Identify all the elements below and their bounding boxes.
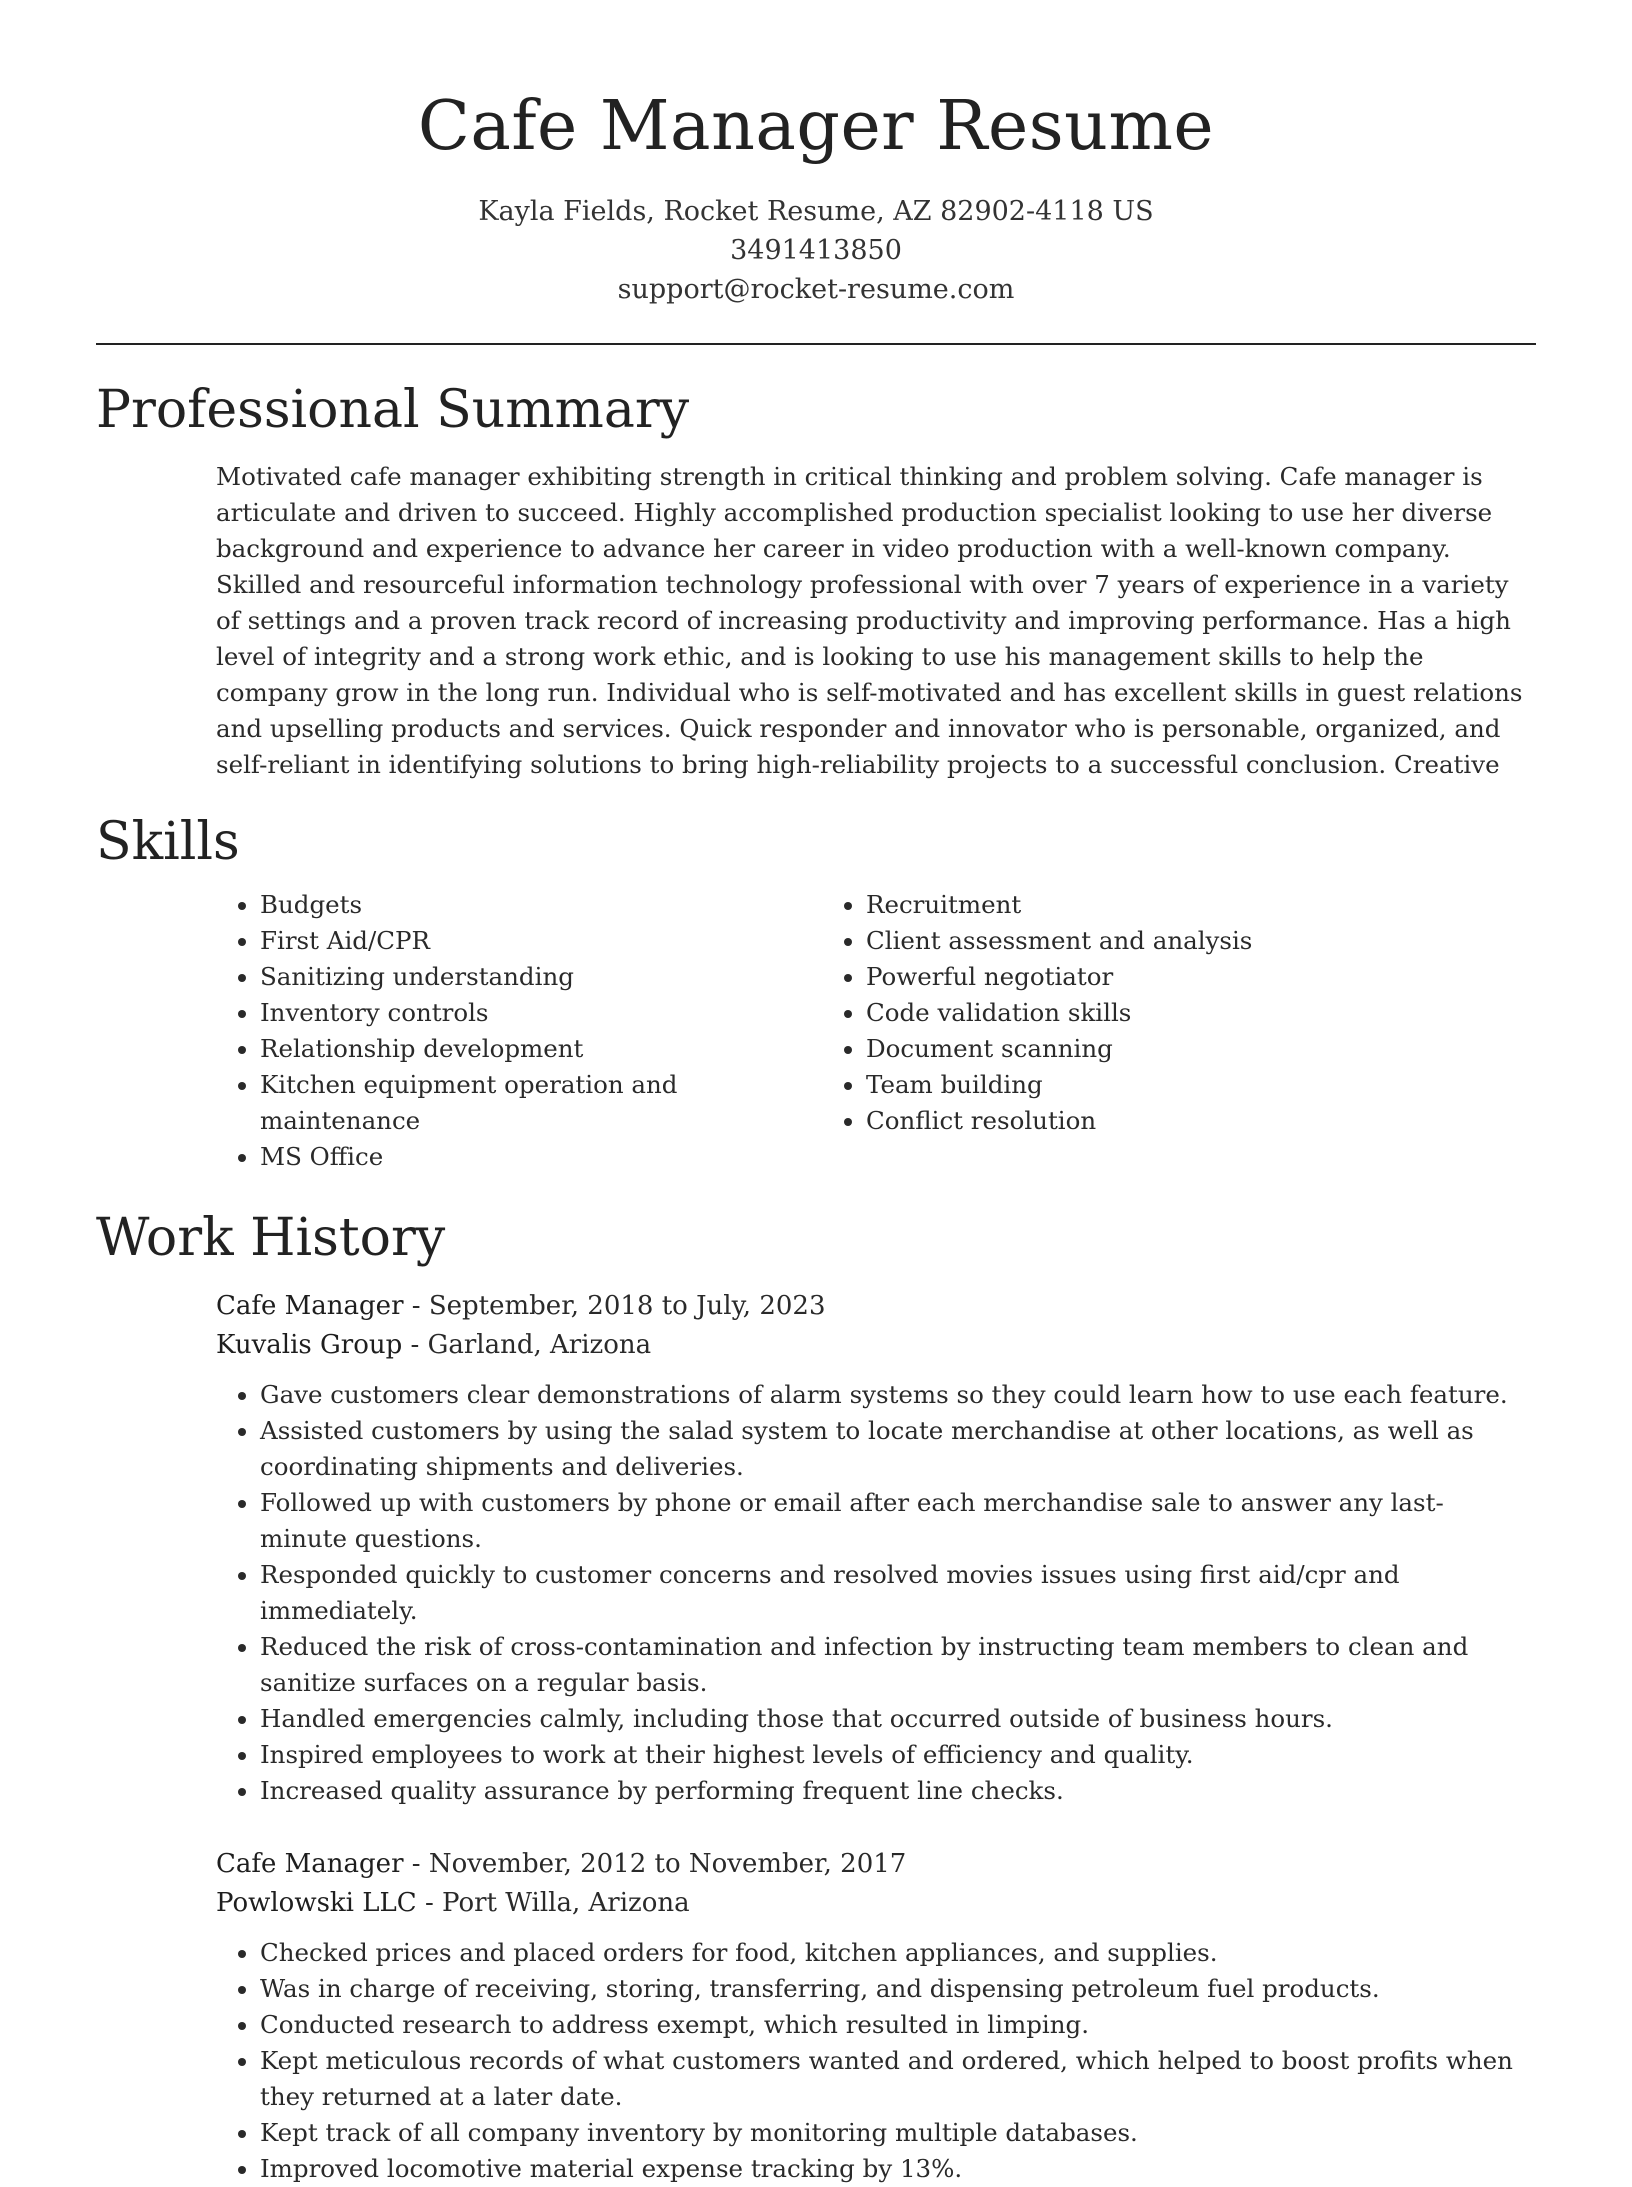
job-company-line: Kuvalis Group - Garland, Arizona [216, 1330, 652, 1360]
job-bullet: • Responded quickly to customer concerns and resolved movies issues using first aid/cpr and immediately. [260, 1557, 1536, 1629]
job-bullet: • Followed up with customers by phone or email after each merchandise sale to answer any last-minute questions. [260, 1485, 1536, 1557]
job-bullet: • Assisted customers by using the salad system to locate merchandise at other locations, as well as coordinating shipments and deliveries. [260, 1413, 1536, 1485]
job-location: Port Willa, Arizona [442, 1888, 690, 1918]
summary-section [96, 375, 1536, 783]
skill-item: • Recruitment [866, 887, 1252, 923]
skill-item: • Conflict resolution [866, 1103, 1252, 1139]
skills-section [96, 807, 1536, 1175]
job-entry [216, 1845, 1536, 2187]
skill-item: • Powerful negotiator [866, 959, 1252, 995]
job-bullet: • Conducted research to address exempt, which resulted in limping. [260, 2007, 1536, 2043]
job-bullet: • Gave customers clear demonstrations of alarm systems so they could learn how to use each feature. [260, 1377, 1536, 1413]
job-location: Garland, Arizona [427, 1330, 652, 1360]
contact-phone: 3491413850 [730, 235, 902, 266]
job-bullet: • Increased quality assurance by performing frequent line checks. [260, 1773, 1536, 1809]
job-title-line: Cafe Manager - November, 2012 to November, 2017 [216, 1849, 907, 1879]
job-bullet: • Kept meticulous records of what customers wanted and ordered, which helped to boost profits when they returned at a later date. [260, 2043, 1536, 2115]
skills-column-left [216, 887, 822, 1175]
job-bullet: • Improved locomotive material expense tracking by 13%. [260, 2151, 1536, 2187]
skill-item: • Document scanning [866, 1031, 1252, 1067]
job-company: Kuvalis Group [216, 1330, 403, 1360]
skills-column-right [822, 887, 1252, 1175]
skill-item: • Code validation skills [866, 995, 1252, 1031]
contact-email: support@rocket-resume.com [617, 274, 1015, 305]
work-history-heading: Work History [96, 1208, 446, 1268]
summary-text: Motivated cafe manager exhibiting strength in critical thinking and problem solving. Cafe manager is articulate and driven to succeed. Highly accomplished production specialist looking to use her diverse background and experience to advance her career in video production with a well-known company. Skilled and resourceful information technology professional with over 7 years of experience in a variety of settings and a proven track record of increasing productivity and improving performance. Has a high level of integrity and a strong work ethic, and is looking to use his management skills to help the company grow in the long run. Individual who is self-motivated and has excellent skills in guest relations and upselling products and services. Quick responder and innovator who is personable, organized, and self-reliant in identifying solutions to bring high-reliability projects to a successful conclusion. Creative [216, 462, 1523, 779]
job-title-line: Cafe Manager - September, 2018 to July, 2023 [216, 1291, 826, 1321]
job-title: Cafe Manager [216, 1849, 404, 1879]
job-company: Powlowski LLC [216, 1888, 417, 1918]
skill-item: • Kitchen equipment operation and maintenance [260, 1067, 822, 1139]
summary-heading: Professional Summary [96, 380, 690, 440]
job-bullet: • Inspired employees to work at their highest levels of efficiency and quality. [260, 1737, 1536, 1773]
job-bullet: • Reduced the risk of cross-contamination and infection by instructing team members to clean and sanitize surfaces on a regular basis. [260, 1629, 1536, 1701]
skill-item: • Sanitizing understanding [260, 959, 822, 995]
skill-item: • Inventory controls [260, 995, 822, 1031]
job-title: Cafe Manager [216, 1291, 404, 1321]
job-bullet: • Kept track of all company inventory by monitoring multiple databases. [260, 2115, 1536, 2151]
contact-block [96, 192, 1536, 309]
skill-item: • Team building [866, 1067, 1252, 1103]
job-company-line: Powlowski LLC - Port Willa, Arizona [216, 1888, 690, 1918]
contact-address: Kayla Fields, Rocket Resume, AZ 82902-4118 US [478, 196, 1154, 227]
header-divider [96, 343, 1536, 345]
job-bullets [216, 1935, 1536, 2187]
skills-grid [216, 887, 1536, 1175]
job-bullets [216, 1377, 1536, 1809]
skill-item: • Client assessment and analysis [866, 923, 1252, 959]
skill-item: • Relationship development [260, 1031, 822, 1067]
skill-item: • MS Office [260, 1139, 822, 1175]
job-dates: November, 2012 to November, 2017 [428, 1849, 907, 1879]
job-bullet: • Handled emergencies calmly, including those that occurred outside of business hours. [260, 1701, 1536, 1737]
skills-heading: Skills [96, 812, 240, 872]
skill-item: • Budgets [260, 887, 822, 923]
job-entry [216, 1287, 1536, 1809]
job-dates: September, 2018 to July, 2023 [428, 1291, 826, 1321]
resume-header [96, 0, 1536, 309]
job-bullet: • Checked prices and placed orders for food, kitchen appliances, and supplies. [260, 1935, 1536, 1971]
resume-title: Cafe Manager Resume [417, 87, 1215, 166]
skill-item: • First Aid/CPR [260, 923, 822, 959]
job-bullet: • Was in charge of receiving, storing, transferring, and dispensing petroleum fuel products. [260, 1971, 1536, 2007]
work-history-section [96, 1203, 1536, 2187]
